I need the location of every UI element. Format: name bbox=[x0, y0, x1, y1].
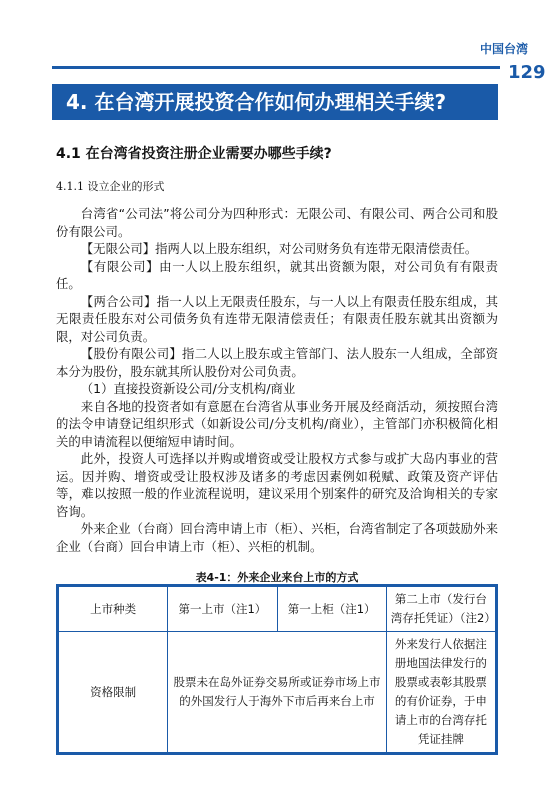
table-header-cell: 上市种类 bbox=[59, 587, 168, 632]
paragraph: 来自各地的投资者如有意愿在台湾省从事业务开展及经商活动，须按照台湾的法令申请登记组织形式（如新设公司/分支机构/商业），主管部门亦积极简化相关的申请流程以便缩短申请时间。 bbox=[56, 398, 498, 449]
table-cell: 外来发行人依据注册地国法律发行的股票或表彰其股票的有价证券，于申请上市的台湾存托凭证挂牌 bbox=[386, 632, 495, 753]
paragraph: 【无限公司】指两人以上股东组织，对公司财务负有连带无限清偿责任。 bbox=[80, 241, 478, 256]
paragraph: 【股份有限公司】指二人以上股东或主管部门、法人股东一人组成，全部资本分为股份，股东就其所认股份对公司负责。 bbox=[56, 346, 498, 379]
table-header-cell: 第一上柜（注1） bbox=[277, 587, 386, 632]
paragraph: 此外，投资人可选择以并购或增资或受让股权方式参与或扩大岛内事业的营运。因并购、增资或受让股权涉及诸多的考虑因素例如税赋、政策及资产评估等，难以按照一般的作业流程说明，建议采用个别案件的研究及洽询相关的专家咨询。 bbox=[56, 451, 498, 519]
paragraph: 台湾省“公司法”将公司分为四种形式：无限公司、有限公司、两合公司和股份有限公司。 bbox=[56, 206, 498, 239]
header-divider bbox=[52, 66, 500, 69]
table-header-cell: 第一上市（注1） bbox=[168, 587, 277, 632]
table-header-row bbox=[59, 587, 496, 632]
paragraph: 外来企业（台商）回台湾申请上市（柜）、兴柜，台湾省制定了各项鼓励外来企业（台商）回台申请上市（柜）、兴柜的机制。 bbox=[56, 521, 498, 554]
listing-methods-table bbox=[56, 584, 498, 755]
table-row-label: 资格限制 bbox=[59, 632, 168, 753]
table-row bbox=[59, 632, 496, 753]
subsection-heading: 4.1.1 设立企业的形式 bbox=[56, 180, 165, 193]
section-heading: 4.1 在台湾省投资注册企业需要办哪些手续? bbox=[56, 146, 332, 162]
page-number: 129 bbox=[508, 62, 546, 83]
paragraph: 【两合公司】指一人以上无限责任股东，与一人以上有限责任股东组成，其无限责任股东对公司债务负有连带无限清偿责任；有限责任股东就其出资额为限，对公司负责。 bbox=[56, 293, 498, 344]
table-cell: 股票未在岛外证券交易所或证券市场上市的外国发行人于海外下市后再来台上市 bbox=[168, 632, 387, 753]
paragraph: 【有限公司】由一人以上股东组织，就其出资额为限，对公司负有有限责任。 bbox=[56, 258, 498, 291]
table-header-cell: 第二上市（发行台湾存托凭证）（注2） bbox=[386, 587, 495, 632]
table-caption: 表4-1：外来企业来台上市的方式 bbox=[195, 571, 359, 584]
body-text bbox=[56, 205, 498, 555]
chapter-title-banner: 4. 在台湾开展投资合作如何办理相关手续? bbox=[52, 84, 498, 120]
header-region-label: 中国台湾 bbox=[480, 42, 529, 56]
paragraph: （1）直接投资新设公司/分支机构/商业 bbox=[80, 381, 296, 396]
